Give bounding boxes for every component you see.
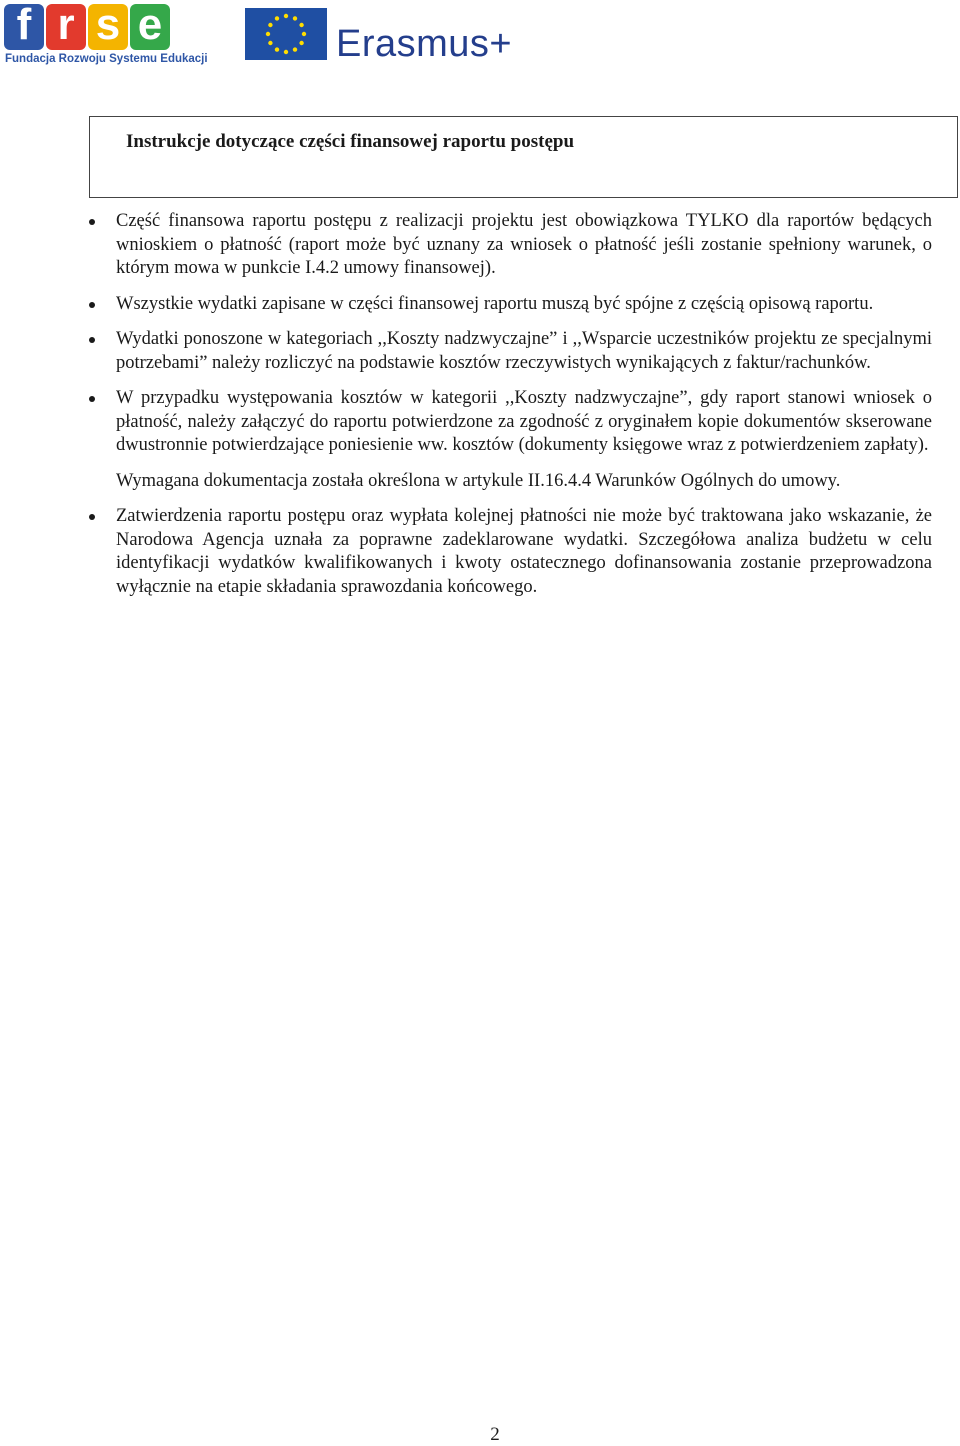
bullet-icon xyxy=(89,219,95,225)
page-number: 2 xyxy=(490,1424,500,1445)
page-title: Instrukcje dotyczące części finansowej raportu postępu xyxy=(126,131,575,152)
erasmus-plus-logo: Erasmus+ xyxy=(336,23,513,65)
bullet-icon xyxy=(89,302,95,308)
list-item xyxy=(116,210,932,281)
title-box xyxy=(89,116,958,198)
list-item-text: W przypadku występowania kosztów w kategorii ,,Koszty nadzwyczajne”, gdy raport stanowi wniosek o płatność, należy załączyć do raportu potwierdzone za zgodność z oryginałem kopie dokumentów skserowane dwustronnie potwierdzające poniesienie ww. kosztów (dokumenty księgowe wraz z potwierdzeniem zapłaty). xyxy=(116,388,932,455)
instructions-list xyxy=(116,210,932,611)
list-item-text: Część finansowa raportu postępu z realizacji projektu jest obowiązkowa TYLKO dla raportów będących wnioskiem o płatność (raport może być uznany za wniosek o płatność jeśli zostanie spełniony warunek, o którym mowa w punkcie I.4.2 umowy finansowej). xyxy=(116,211,932,278)
frse-tile-f: f xyxy=(4,4,44,50)
frse-tile-r: r xyxy=(46,4,86,50)
list-item-text: Zatwierdzenia raportu postępu oraz wypłata kolejnej płatności nie może być traktowana jako wskazanie, że Narodowa Agencja uznała za poprawne zadeklarowane wydatki. Szczegółowa analiza budżetu w celu identyfikacji wydatków kwalifikowanych i kwoty ostatecznego dofinansowania zostanie przeprowadzona wyłącznie na etapie składania sprawozdania końcowego. xyxy=(116,506,932,597)
documentation-note: Wymagana dokumentacja została określona w artykule II.16.4.4 Warunków Ogólnych do umowy. xyxy=(116,470,841,491)
frse-logo xyxy=(4,0,208,66)
list-item xyxy=(116,505,932,599)
bullet-icon xyxy=(89,396,95,402)
frse-tile-e: e xyxy=(130,4,170,50)
frse-logo-caption: Fundacja Rozwoju Systemu Edukacji xyxy=(5,53,208,65)
list-item-text: Wydatki ponoszone w kategoriach ,,Koszty nadzwyczajne” i ,,Wsparcie uczestników projektu ze specjalnymi potrzebami” należy rozliczyć na podstawie kosztów rzeczywistych wynikających z faktur/rachunków. xyxy=(116,329,932,373)
frse-logo-tiles xyxy=(4,0,170,50)
eu-flag-icon xyxy=(245,8,327,60)
list-item xyxy=(116,293,932,317)
list-item-text: Wszystkie wydatki zapisane w części finansowej raportu muszą być spójne z częścią opisową raportu. xyxy=(116,293,874,314)
frse-tile-s: s xyxy=(88,4,128,50)
list-item xyxy=(116,387,932,458)
bullet-icon xyxy=(89,337,95,343)
page-header xyxy=(0,0,960,80)
list-item xyxy=(116,328,932,375)
bullet-icon xyxy=(89,514,95,520)
